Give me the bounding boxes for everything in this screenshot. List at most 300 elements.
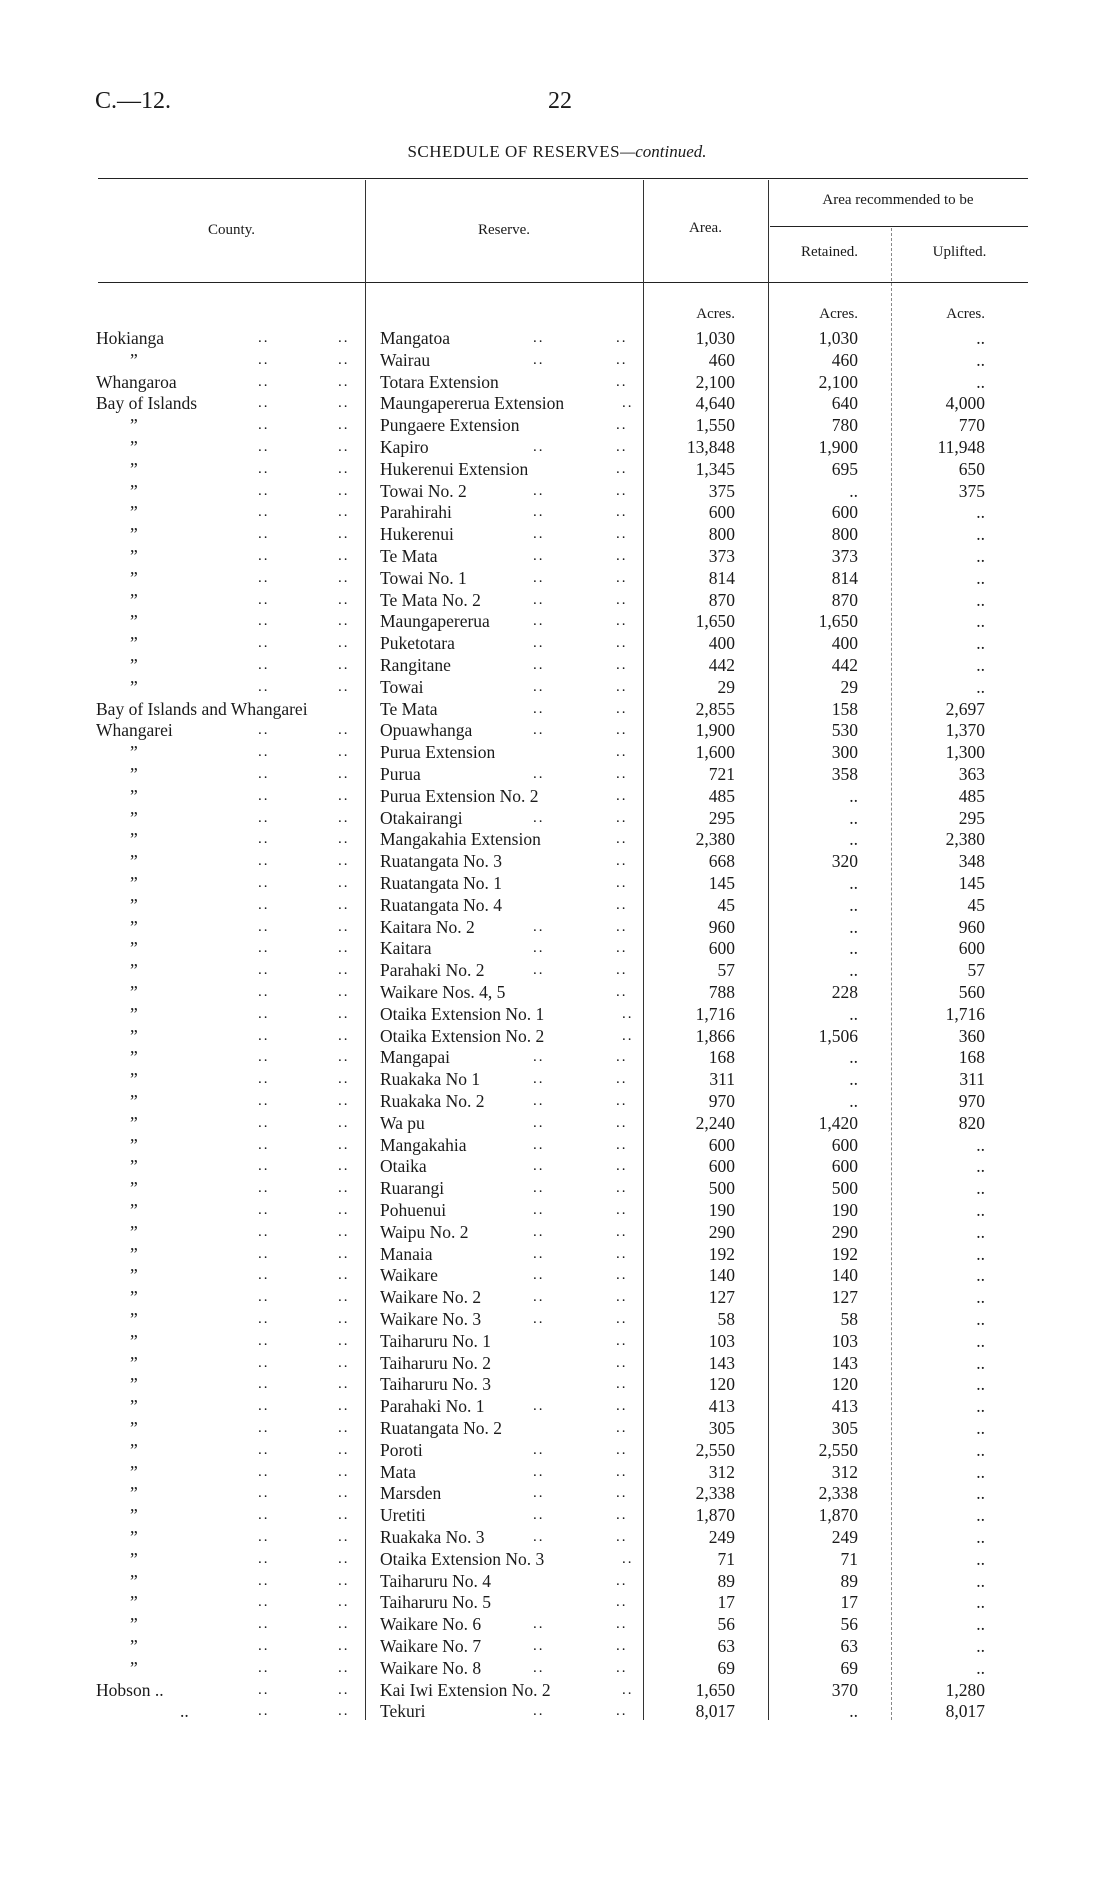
dot-leader: .. xyxy=(616,896,628,913)
area-cell: 2,380 xyxy=(695,829,735,850)
dot-leader: .. xyxy=(533,766,545,782)
dot-leader: .. xyxy=(616,940,628,957)
dot-leader: .. xyxy=(338,1507,350,1524)
dot-leader: .. xyxy=(616,787,628,804)
uplifted-cell: .. xyxy=(976,349,985,370)
dot-leader: .. xyxy=(258,1376,270,1393)
area-cell: 600 xyxy=(708,1156,735,1177)
uplifted-cell: .. xyxy=(976,1352,985,1373)
uplifted-cell: .. xyxy=(976,1439,985,1460)
reserve-cell: Pohuenui xyxy=(380,1200,447,1220)
table-row xyxy=(0,1635,1114,1657)
area-cell: 69 xyxy=(717,1657,735,1678)
uplifted-cell: .. xyxy=(976,1243,985,1264)
county-cell: ” xyxy=(130,1287,138,1308)
dot-leader: .. xyxy=(616,1638,628,1654)
table-row xyxy=(0,916,1114,938)
dot-leader: .. xyxy=(616,1180,628,1197)
uplifted-cell: .. xyxy=(976,1309,985,1329)
retained-cell: 640 xyxy=(831,393,858,414)
dot-leader: .. xyxy=(616,918,628,935)
dot-leader: .. xyxy=(258,482,270,499)
table-row xyxy=(0,937,1114,959)
table-row xyxy=(0,1613,1114,1635)
area-cell: 192 xyxy=(708,1243,735,1264)
uplifted-cell: 600 xyxy=(958,938,985,959)
uplifted-cell: .. xyxy=(976,1418,985,1438)
dot-leader: .. xyxy=(616,1136,628,1153)
header-bottom-rule xyxy=(98,282,1028,283)
uplifted-cell: .. xyxy=(976,1221,985,1242)
retained-cell: 695 xyxy=(831,458,858,479)
retained-cell: .. xyxy=(849,480,858,501)
county-cell: ” xyxy=(130,1548,138,1569)
reserve-cell: Wa pu xyxy=(380,1112,425,1133)
table-row xyxy=(0,1700,1114,1722)
dot-leader: .. xyxy=(258,657,270,673)
reserve-cell: Taiharuru No. 4 xyxy=(380,1570,492,1591)
dot-leader: .. xyxy=(533,657,545,673)
area-cell: 1,030 xyxy=(695,328,735,348)
reserve-cell: Waikare No. 6 xyxy=(380,1614,482,1635)
reserve-cell: Purua Extension No. 2 xyxy=(380,785,539,806)
dot-leader: .. xyxy=(533,351,545,368)
reserve-cell: Ruarangi xyxy=(380,1178,445,1199)
unit-retained: Acres. xyxy=(819,306,858,322)
uplifted-cell: .. xyxy=(976,1461,985,1482)
page-title xyxy=(0,142,1114,162)
retained-cell: 143 xyxy=(831,1352,858,1373)
county-cell: ” xyxy=(130,1527,138,1547)
retained-cell: 103 xyxy=(831,1330,858,1351)
dot-leader: .. xyxy=(338,460,350,477)
dot-leader: .. xyxy=(338,1332,350,1349)
area-cell: 600 xyxy=(708,1134,735,1155)
dot-leader: .. xyxy=(616,1616,628,1633)
header-county: County. xyxy=(208,222,255,238)
county-cell: ” xyxy=(130,829,138,850)
reserve-cell: Te Mata xyxy=(380,546,438,566)
retained-cell: 1,030 xyxy=(818,328,858,348)
retained-cell: 1,650 xyxy=(818,611,858,632)
header-area-recommended: Area recommended to be xyxy=(822,192,974,208)
table-row xyxy=(0,1199,1114,1221)
dot-leader: .. xyxy=(338,351,350,368)
unit-area: Acres. xyxy=(696,306,735,322)
area-cell: 373 xyxy=(708,546,735,566)
dot-leader: .. xyxy=(533,678,545,695)
retained-cell: 400 xyxy=(831,633,858,654)
dot-leader: .. xyxy=(258,1289,270,1306)
table-row xyxy=(0,1395,1114,1417)
reserve-cell: Kapiro xyxy=(380,437,429,457)
uplifted-cell: 485 xyxy=(958,785,985,806)
table-row xyxy=(0,567,1114,589)
dot-leader: .. xyxy=(616,526,628,543)
table-row xyxy=(0,1504,1114,1526)
dot-leader: .. xyxy=(533,591,545,608)
area-cell: 190 xyxy=(708,1200,735,1220)
dot-leader: .. xyxy=(533,1093,545,1109)
county-cell: ” xyxy=(130,742,138,763)
area-cell: 8,017 xyxy=(695,1701,735,1722)
uplifted-cell: 1,370 xyxy=(945,720,985,741)
dot-leader: .. xyxy=(258,1332,270,1349)
dot-leader: .. xyxy=(338,722,350,739)
reserve-cell: Mangakahia Extension xyxy=(380,829,541,850)
dot-leader: .. xyxy=(258,809,270,826)
dot-leader: .. xyxy=(258,984,270,1000)
table-row xyxy=(0,1264,1114,1286)
dot-leader: .. xyxy=(533,940,545,957)
dot-leader: .. xyxy=(338,1114,350,1131)
dot-leader: .. xyxy=(338,613,350,630)
reserve-cell: Waipu No. 2 xyxy=(380,1221,469,1242)
table-row xyxy=(0,785,1114,807)
retained-cell: 413 xyxy=(831,1396,858,1417)
area-cell: 970 xyxy=(708,1091,735,1111)
area-cell: 305 xyxy=(708,1418,735,1438)
uplifted-cell: 1,300 xyxy=(945,742,985,763)
county-cell: ” xyxy=(130,611,138,632)
reserve-cell: Te Mata No. 2 xyxy=(380,589,481,610)
dot-leader: .. xyxy=(533,809,545,826)
dot-leader: .. xyxy=(338,1005,350,1022)
area-cell: 2,338 xyxy=(695,1483,735,1504)
dot-leader: .. xyxy=(258,613,270,630)
county-cell: ” xyxy=(130,567,138,588)
dot-leader: .. xyxy=(258,1529,270,1545)
county-cell: ” xyxy=(130,873,138,893)
dot-leader: .. xyxy=(338,940,350,957)
dot-leader: .. xyxy=(616,657,628,673)
dot-leader: .. xyxy=(258,1158,270,1175)
reserve-cell: Taiharuru No. 3 xyxy=(380,1374,492,1395)
dot-leader: .. xyxy=(258,722,270,739)
uplifted-cell: .. xyxy=(976,1200,985,1220)
dot-leader: .. xyxy=(338,766,350,782)
retained-cell: 780 xyxy=(831,415,858,436)
dot-leader: .. xyxy=(258,569,270,586)
reserve-cell: Hukerenui Extension xyxy=(380,458,529,479)
county-cell: ” xyxy=(130,1069,138,1090)
area-cell: 63 xyxy=(717,1636,735,1656)
table-row xyxy=(0,763,1114,785)
dot-leader: .. xyxy=(258,395,270,412)
area-cell: 600 xyxy=(708,502,735,523)
area-cell: 2,100 xyxy=(695,371,735,392)
retained-cell: 1,900 xyxy=(818,437,858,457)
dot-leader: .. xyxy=(533,1071,545,1088)
area-cell: 375 xyxy=(708,480,735,501)
dot-leader: .. xyxy=(533,1638,545,1654)
county-cell: ” xyxy=(130,676,138,697)
dot-leader: .. xyxy=(533,1180,545,1197)
retained-cell: 89 xyxy=(840,1570,858,1591)
dot-leader: .. xyxy=(338,1223,350,1240)
area-cell: 500 xyxy=(708,1178,735,1199)
area-cell: 870 xyxy=(708,589,735,610)
uplifted-cell: .. xyxy=(976,1636,985,1656)
retained-cell: 69 xyxy=(840,1657,858,1678)
dot-leader: .. xyxy=(258,1463,270,1480)
header-uplifted: Uplifted. xyxy=(932,244,987,260)
table-row xyxy=(0,610,1114,632)
dot-leader: .. xyxy=(616,984,628,1000)
dot-leader: .. xyxy=(338,1594,350,1611)
area-cell: 2,550 xyxy=(695,1439,735,1460)
dot-leader: .. xyxy=(533,1223,545,1240)
table-row xyxy=(0,654,1114,676)
dot-leader: .. xyxy=(616,1332,628,1349)
table-row xyxy=(0,1134,1114,1156)
dot-leader: .. xyxy=(616,1659,628,1676)
dot-leader: .. xyxy=(258,1114,270,1131)
dot-leader: .. xyxy=(338,1659,350,1676)
county-cell: ” xyxy=(130,1156,138,1177)
dot-leader: .. xyxy=(258,1311,270,1327)
dot-leader: .. xyxy=(616,1529,628,1545)
dot-leader: .. xyxy=(622,1027,634,1044)
dot-leader: .. xyxy=(616,1398,628,1415)
reserve-cell: Taiharuru No. 5 xyxy=(380,1592,492,1613)
retained-cell: 158 xyxy=(831,698,858,719)
retained-cell: .. xyxy=(849,873,858,893)
reserve-cell: Towai xyxy=(380,676,424,697)
dot-leader: .. xyxy=(338,1071,350,1088)
table-row xyxy=(0,523,1114,545)
county-cell: ” xyxy=(130,502,138,523)
dot-leader: .. xyxy=(258,1093,270,1109)
table-row xyxy=(0,1090,1114,1112)
reserve-cell: Taiharuru No. 2 xyxy=(380,1352,492,1373)
reserve-cell: Waikare No. 3 xyxy=(380,1309,482,1329)
retained-cell: 530 xyxy=(831,720,858,741)
reserve-cell: Manaia xyxy=(380,1243,433,1264)
dot-leader: .. xyxy=(533,482,545,499)
dot-leader: .. xyxy=(258,417,270,434)
dot-leader: .. xyxy=(258,330,270,346)
reserve-cell: Ruatangata No. 4 xyxy=(380,894,502,915)
dot-leader: .. xyxy=(533,1289,545,1306)
area-cell: 442 xyxy=(708,655,735,675)
dot-leader: .. xyxy=(616,1114,628,1131)
county-cell: .. xyxy=(180,1701,189,1722)
dot-leader: .. xyxy=(338,1354,350,1371)
uplifted-cell: .. xyxy=(976,1330,985,1351)
uplifted-cell: .. xyxy=(976,1396,985,1417)
dot-leader: .. xyxy=(338,853,350,870)
dot-leader: .. xyxy=(338,1202,350,1218)
header-area: Area. xyxy=(689,220,722,236)
dot-leader: .. xyxy=(616,1071,628,1088)
header-reserve: Reserve. xyxy=(477,222,531,238)
dot-leader: .. xyxy=(338,831,350,848)
table-row xyxy=(0,1155,1114,1177)
uplifted-cell: .. xyxy=(976,655,985,675)
dot-leader: .. xyxy=(338,962,350,979)
area-cell: 127 xyxy=(708,1287,735,1308)
dot-leader: .. xyxy=(258,1136,270,1153)
uplifted-cell: .. xyxy=(976,502,985,523)
county-cell: ” xyxy=(130,807,138,828)
area-cell: 1,600 xyxy=(695,742,735,763)
dot-leader: .. xyxy=(616,1245,628,1262)
dot-leader: .. xyxy=(616,1093,628,1109)
table-row xyxy=(0,1243,1114,1265)
dot-leader: .. xyxy=(616,744,628,761)
retained-cell: 305 xyxy=(831,1418,858,1438)
dot-leader: .. xyxy=(258,744,270,761)
retained-cell: 320 xyxy=(831,851,858,872)
uplifted-cell: .. xyxy=(976,589,985,610)
table-row xyxy=(0,1570,1114,1592)
area-cell: 1,900 xyxy=(695,720,735,741)
table-row xyxy=(0,1461,1114,1483)
county-cell: ” xyxy=(130,458,138,479)
county-cell: ” xyxy=(130,633,138,654)
table-row xyxy=(0,1352,1114,1374)
county-cell: ” xyxy=(130,1221,138,1242)
retained-cell: 192 xyxy=(831,1243,858,1264)
uplifted-cell: .. xyxy=(976,567,985,588)
dot-leader: .. xyxy=(533,1529,545,1545)
table-row xyxy=(0,1482,1114,1504)
reserve-cell: Ruatangata No. 3 xyxy=(380,851,502,872)
county-cell: ” xyxy=(130,524,138,545)
dot-leader: .. xyxy=(533,918,545,935)
area-cell: 2,855 xyxy=(695,698,735,719)
reserve-cell: Maungapererua xyxy=(380,611,490,632)
dot-leader: .. xyxy=(338,1376,350,1393)
table-row xyxy=(0,327,1114,349)
table-row xyxy=(0,1330,1114,1352)
area-cell: 1,866 xyxy=(695,1025,735,1046)
dot-leader: .. xyxy=(616,1507,628,1524)
county-cell: Hobson .. xyxy=(96,1679,164,1700)
retained-cell: .. xyxy=(849,1069,858,1090)
area-cell: 485 xyxy=(708,785,735,806)
uplifted-cell: .. xyxy=(976,676,985,697)
table-row xyxy=(0,589,1114,611)
retained-cell: 2,550 xyxy=(818,1439,858,1460)
dot-leader: .. xyxy=(338,1681,350,1698)
dot-leader: .. xyxy=(616,417,628,434)
county-cell: ” xyxy=(130,1592,138,1613)
dot-leader: .. xyxy=(338,504,350,521)
area-cell: 400 xyxy=(708,633,735,654)
county-cell: ” xyxy=(130,1178,138,1199)
reserve-cell: Otaika xyxy=(380,1156,427,1177)
area-cell: 58 xyxy=(717,1309,735,1329)
uplifted-cell: 375 xyxy=(958,480,985,501)
dot-leader: .. xyxy=(616,1463,628,1480)
reserve-cell: Mangatoa xyxy=(380,328,450,348)
dot-leader: .. xyxy=(338,1550,350,1567)
title-main: SCHEDULE OF RESERVES xyxy=(407,142,621,161)
county-cell: ” xyxy=(130,960,138,981)
dot-leader: .. xyxy=(338,1529,350,1545)
uplifted-cell: 2,380 xyxy=(945,829,985,850)
dot-leader: .. xyxy=(258,591,270,608)
retained-cell: 600 xyxy=(831,1134,858,1155)
dot-leader: .. xyxy=(258,1616,270,1633)
reserve-cell: Mangakahia xyxy=(380,1134,467,1155)
unit-uplifted: Acres. xyxy=(946,306,985,322)
reserve-cell: Poroti xyxy=(380,1439,423,1460)
county-cell: Whangaroa xyxy=(96,371,177,392)
retained-cell: 600 xyxy=(831,1156,858,1177)
dot-leader: .. xyxy=(533,1267,545,1284)
reserve-cell: Ruakaka No 1 xyxy=(380,1069,481,1090)
county-cell: ” xyxy=(130,1330,138,1351)
table-row xyxy=(0,1439,1114,1461)
dot-leader: .. xyxy=(616,1049,628,1066)
dot-leader: .. xyxy=(622,1550,634,1567)
dot-leader: .. xyxy=(533,1703,545,1720)
document-reference: C.—12. xyxy=(95,88,172,114)
table-row xyxy=(0,1068,1114,1090)
reserve-cell: Ruatangata No. 2 xyxy=(380,1418,502,1438)
dot-leader: .. xyxy=(616,548,628,564)
dot-leader: .. xyxy=(533,439,545,455)
retained-cell: 442 xyxy=(831,655,858,675)
table-row xyxy=(0,1548,1114,1570)
dot-leader: .. xyxy=(258,1594,270,1611)
table-row xyxy=(0,1526,1114,1548)
dot-leader: .. xyxy=(533,1311,545,1327)
retained-cell: 870 xyxy=(831,589,858,610)
reserve-cell: Ruakaka No. 3 xyxy=(380,1527,485,1547)
uplifted-cell: 560 xyxy=(958,982,985,1002)
dot-leader: .. xyxy=(616,700,628,717)
reserve-cell: Otaika Extension No. 2 xyxy=(380,1025,545,1046)
dot-leader: .. xyxy=(258,678,270,695)
dot-leader: .. xyxy=(616,962,628,979)
dot-leader: .. xyxy=(616,351,628,368)
dot-leader: .. xyxy=(533,1463,545,1480)
county-cell: ” xyxy=(130,894,138,915)
county-cell: ” xyxy=(130,1200,138,1220)
area-cell: 17 xyxy=(717,1592,735,1613)
area-cell: 800 xyxy=(708,524,735,545)
dot-leader: .. xyxy=(616,1311,628,1327)
county-cell: ” xyxy=(130,1047,138,1068)
area-cell: 168 xyxy=(708,1047,735,1068)
dot-leader: .. xyxy=(616,678,628,695)
reserve-cell: Taiharuru No. 1 xyxy=(380,1330,492,1351)
retained-cell: 71 xyxy=(840,1548,858,1569)
county-cell: ” xyxy=(130,1614,138,1635)
retained-cell: .. xyxy=(849,960,858,981)
retained-cell: .. xyxy=(849,1047,858,1068)
dot-leader: .. xyxy=(338,896,350,913)
uplifted-cell: 348 xyxy=(958,851,985,872)
uplifted-cell: .. xyxy=(976,328,985,348)
county-cell: ” xyxy=(130,655,138,675)
group-header-rule xyxy=(770,226,1028,227)
dot-leader: .. xyxy=(338,1311,350,1327)
dot-leader: .. xyxy=(338,1703,350,1720)
area-cell: 1,870 xyxy=(695,1505,735,1526)
county-cell: ” xyxy=(130,982,138,1002)
dot-leader: .. xyxy=(258,1703,270,1720)
dot-leader: .. xyxy=(616,1594,628,1611)
county-cell: ” xyxy=(130,1636,138,1656)
reserve-cell: Parahirahi xyxy=(380,502,452,523)
county-cell: ” xyxy=(130,1570,138,1591)
table-row xyxy=(0,1308,1114,1330)
